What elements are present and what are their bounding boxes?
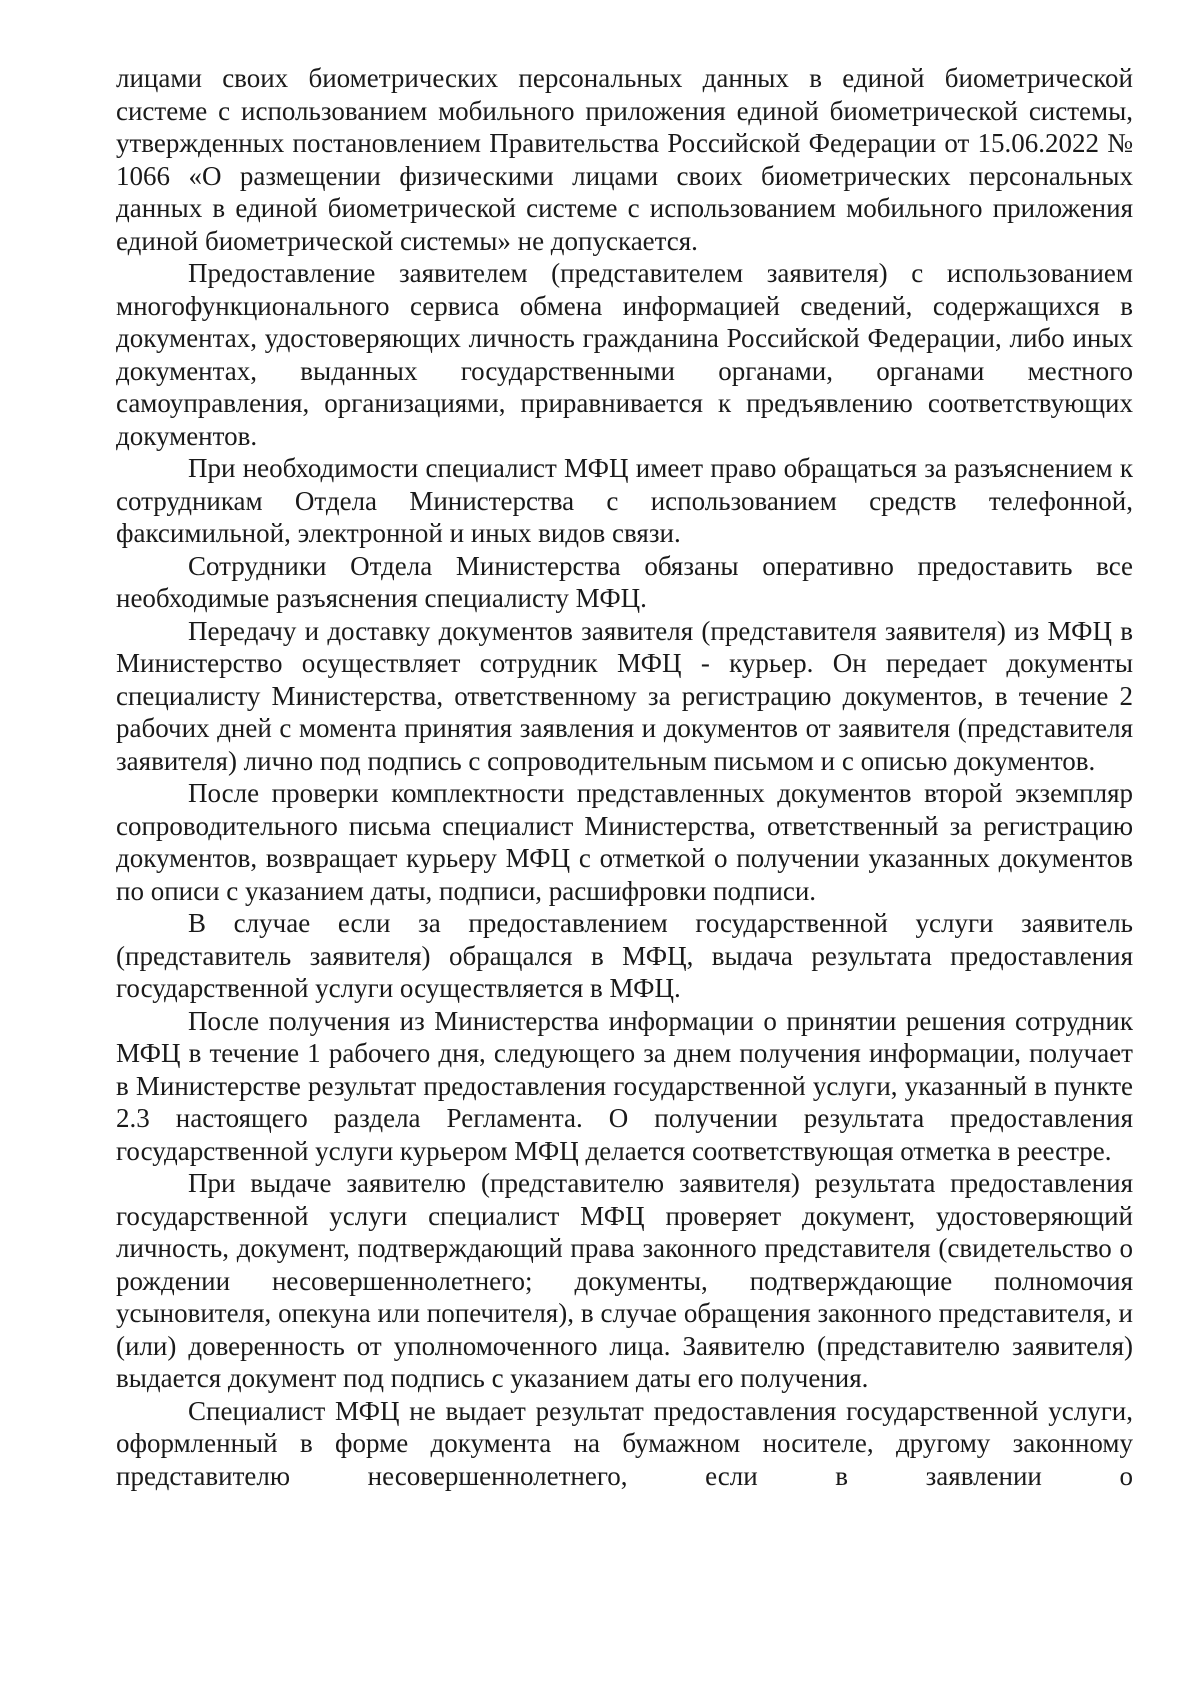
paragraph-biometric-continuation: лицами своих биометрических персональных данных в единой биометрической системе с использованием мобильного приложения единой биометрической системы, утвержденных постановлением Правительства Российской Федерации от 15.06.2022 № 1066 «О размещении физическими лицами своих биометрических персональных данных в единой биометрической системе с использованием мобильного приложения единой биометрической системы» не допускается. <box>116 63 1133 256</box>
paragraph-completeness-check: После проверки комплектности представленных документов второй экземпляр сопроводительного письма специалист Министерства, ответственный за регистрацию документов, возвращает курьеру МФЦ с отметкой о получении указанных документов по описи с указанием даты, подписи, расшифровки подписи. <box>116 778 1133 906</box>
paragraph-clarification-request: При необходимости специалист МФЦ имеет право обращаться за разъяснением к сотрудникам Отдела Министерства с использованием средств телефонной, факсимильной, электронной и иных видов связи. <box>116 453 1133 548</box>
paragraph-identity-verification: При выдаче заявителю (представителю заявителя) результата предоставления государственной услуги специалист МФЦ проверяет документ, удостоверяющий личность, документ, подтверждающий права законного представителя (свидетельство о рождении несовершеннолетнего; документы, подтверждающие полномочия усыновителя, опекуна или попечителя), в случае обращения законного представителя, и (или) доверенность от уполномоченного лица. Заявителю (представителю заявителя) выдается документ под подпись с указанием даты его получения. <box>116 1168 1133 1393</box>
paragraph-decision-information: После получения из Министерства информации о принятии решения сотрудник МФЦ в течение 1 рабочего дня, следующего за днем получения информации, получает в Министерстве результат предоставления государственной услуги, указанный в пункте 2.3 настоящего раздела Регламента. О получении результата предоставления государственной услуги курьером МФЦ делается соответствующая отметка в реестре. <box>116 1005 1133 1166</box>
paragraph-multifunctional-service: Предоставление заявителем (представителем заявителя) с использованием многофункционального сервиса обмена информацией сведений, содержащихся в документах, удостоверяющих личность гражданина Российской Федерации, либо иных документах, выданных государственными органами, органами местного самоуправления, организациями, приравнивается к предъявлению соответствующих документов. <box>116 258 1133 451</box>
document-page <box>116 62 1133 1492</box>
paragraph-result-not-issued: Специалист МФЦ не выдает результат предоставления государственной услуги, оформленный в форме документа на бумажном носителе, другому законному представителю несовершеннолетнего, если в заявлении о <box>116 1395 1133 1491</box>
paragraph-document-delivery: Передачу и доставку документов заявителя (представителя заявителя) из МФЦ в Министерство осуществляет сотрудник МФЦ - курьер. Он передает документы специалисту Министерства, ответственному за регистрацию документов, в течение 2 рабочих дней с момента принятия заявления и документов от заявителя (представителя заявителя) лично под подпись с сопроводительным письмом и с описью документов. <box>116 615 1133 776</box>
paragraph-ministry-staff-duty: Сотрудники Отдела Министерства обязаны оперативно предоставить все необходимые разъяснения специалисту МФЦ. <box>116 550 1133 613</box>
paragraph-result-issuance-mfc: В случае если за предоставлением государственной услуги заявитель (представитель заявителя) обращался в МФЦ, выдача результата предоставления государственной услуги осуществляется в МФЦ. <box>116 908 1133 1003</box>
